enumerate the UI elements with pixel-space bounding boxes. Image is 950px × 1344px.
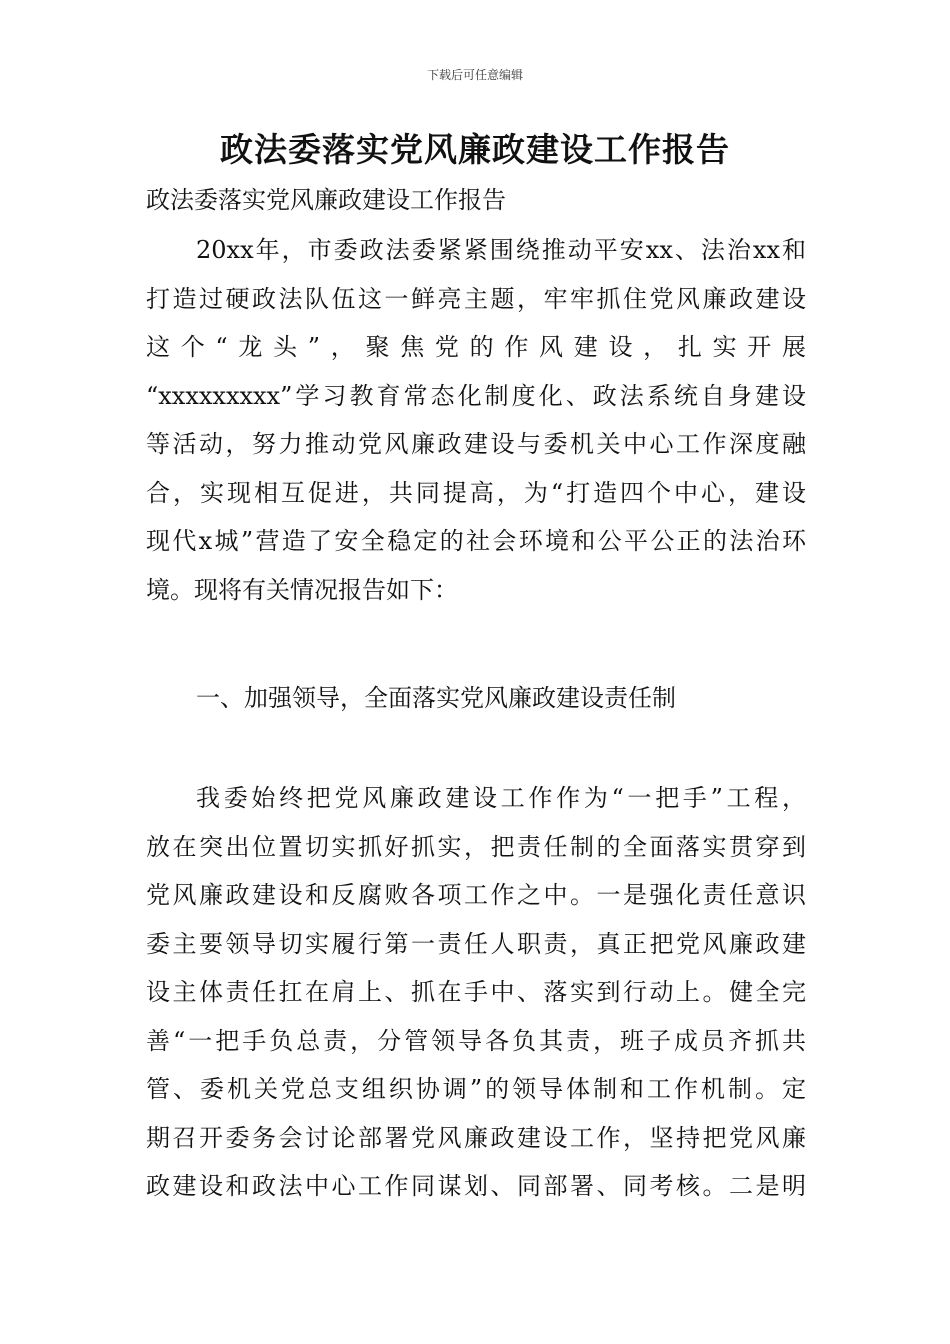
paragraph-line: 党风廉政建设和反腐败各项工作之中。一是强化责任意识 (146, 881, 806, 909)
paragraph-intro (146, 226, 806, 614)
paragraph-line: 管、委机关党总支组织协调”的领导体制和工作机制。定 (146, 1075, 806, 1103)
document-title: 政法委落实党风廉政建设工作报告 (220, 130, 730, 169)
header-note: 下载后可任意编辑 (426, 68, 523, 82)
paragraph-line: 打造过硬政法队伍这一鲜亮主题，牢牢抓住党风廉政建设 (146, 284, 806, 313)
paragraph-line: “xxxxxxxxx”学习教育常态化制度化、政法系统自身建设 (146, 381, 806, 410)
paragraph-line: 政建设和政法中心工作同谋划、同部署、同考核。二是明 (146, 1172, 806, 1200)
paragraph-section-one (146, 774, 806, 1211)
paragraph-line: 等活动，努力推动党风廉政建设与委机关中心工作深度融 (146, 430, 806, 458)
section-heading: 一、加强领导，全面落实党风廉政建设责任制 (196, 684, 676, 712)
paragraph-line: 现代x城”营造了安全稳定的社会环境和公平公正的法治环 (146, 527, 806, 555)
paragraph-line: 我委始终把党风廉政建设工作作为“一把手”工程， (196, 784, 806, 812)
paragraph-line: 放在突出位置切实抓好抓实，把责任制的全面落实贯穿到 (146, 832, 806, 861)
document-subtitle: 政法委落实党风廉政建设工作报告 (146, 186, 506, 214)
paragraph-line: 设主体责任扛在肩上、抓在手中、落实到行动上。健全完 (146, 978, 806, 1006)
paragraph-line: 期召开委务会讨论部署党风廉政建设工作，坚持把党风廉 (146, 1123, 806, 1152)
paragraph-line: 境。现将有关情况报告如下： (146, 575, 458, 604)
paragraph-line: 合，实现相互促进，共同提高，为“打造四个中心，建设 (146, 478, 806, 507)
paragraph-line: 善“一把手负总责，分管领导各负其责，班子成员齐抓共 (146, 1026, 806, 1055)
paragraph-line: 委主要领导切实履行第一责任人职责，真正把党风廉政建 (146, 929, 806, 958)
paragraph-line: 这个“龙头”，聚焦党的作风建设，扎实开展 (146, 333, 806, 361)
paragraph-line: 20xx年，市委政法委紧紧围绕推动平安xx、法治xx和 (196, 236, 806, 264)
